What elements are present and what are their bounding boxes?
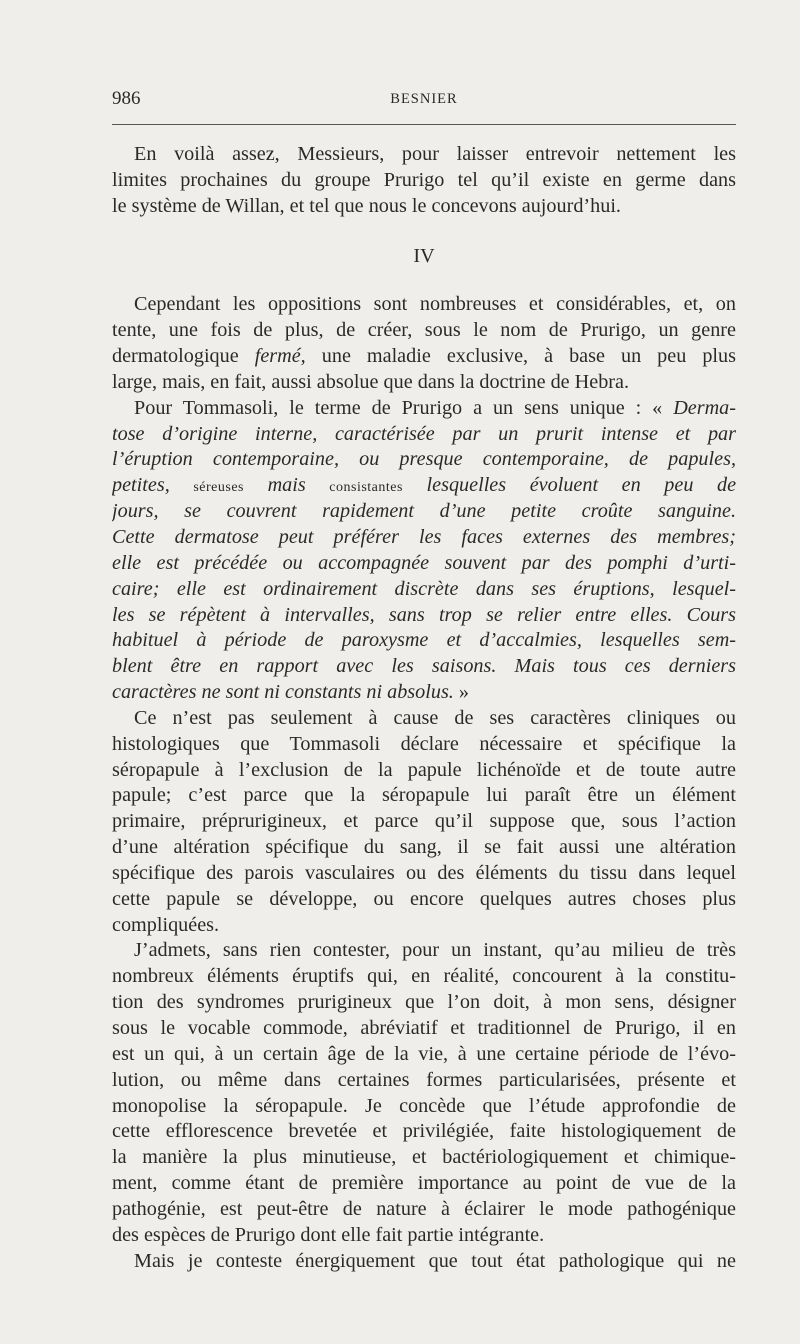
italic-run: blent être en rapport avec les saisons. Mais tous ces derniers bbox=[112, 655, 736, 678]
text-line: papule; c’est parce que la séropapule lui paraît être un élément bbox=[112, 784, 736, 807]
text-line: la manière la plus minutieuse, et bactériologiquement et chimique- bbox=[112, 1146, 736, 1169]
italic-run: les se répètent à intervalles, sans trop se relier entre elles. Cours bbox=[112, 603, 736, 626]
italic-run: lesquelles évoluent en peu de bbox=[426, 474, 736, 497]
italic-run: habituel à période de paroxysme et d’accalmies, lesquelles sem- bbox=[112, 629, 736, 652]
italic-run: petites, bbox=[112, 474, 170, 497]
italic-run: caire; elle est ordinairement discrète dans ses éruptions, lesquel- bbox=[112, 577, 736, 600]
section-heading: IV bbox=[413, 244, 435, 267]
text-line: cette papule se développe, ou encore quelques autres choses plus bbox=[112, 887, 736, 910]
text-line bbox=[112, 525, 736, 551]
text-line bbox=[112, 680, 736, 706]
text-line: d’une altération spécifique du sang, il se fait aussi une altération bbox=[112, 836, 736, 859]
text-line: tion des syndromes prurigineux que l’on doit, à mon sens, désigner bbox=[112, 991, 736, 1014]
text-line: le système de Willan, et tel que nous le concevons aujourd’hui. bbox=[112, 194, 621, 217]
text-line: cette efflorescence brevetée et privilégiée, faite histologiquement de bbox=[112, 1120, 736, 1143]
running-head: BESNIER bbox=[390, 91, 458, 107]
text-line bbox=[112, 473, 736, 499]
spacer bbox=[112, 220, 736, 244]
italic-run: tose d’origine interne, caractérisée par un prurit intense et par bbox=[112, 422, 736, 445]
small-caps-run: consistantes bbox=[329, 480, 403, 496]
text-line: monopolise la séropapule. Je concède que l’étude approfondie de bbox=[112, 1094, 736, 1117]
text-line: Cependant les oppositions sont nombreuses et considérables, et, on bbox=[134, 293, 736, 316]
text-line: limites prochaines du groupe Prurigo tel qu’il existe en germe dans bbox=[112, 168, 736, 191]
page-header bbox=[112, 88, 736, 114]
text-line bbox=[112, 654, 736, 680]
header-rule bbox=[112, 124, 736, 125]
text-line: est un qui, à un certain âge de la vie, à une certaine période de l’évo- bbox=[112, 1042, 736, 1065]
text-line bbox=[112, 499, 736, 525]
text-line: Mais je conteste énergiquement que tout état pathologique qui ne bbox=[134, 1249, 736, 1272]
text-line bbox=[112, 577, 736, 603]
text-line: En voilà assez, Messieurs, pour laisser entrevoir nettement les bbox=[134, 143, 736, 165]
italic-run: l’éruption contemporaine, ou presque contemporaine, de papules, bbox=[112, 448, 736, 471]
text-line: lution, ou même dans certaines formes particularisées, présente et bbox=[112, 1068, 736, 1091]
body-text bbox=[112, 142, 736, 1274]
italic-run: Derma- bbox=[673, 396, 736, 419]
text-run: Pour Tommasoli, le terme de Prurigo a un sens unique : « bbox=[134, 396, 663, 419]
text-line bbox=[112, 344, 736, 370]
italic-run: elle est précédée ou accompagnée souvent par des pomphi d’urti- bbox=[112, 551, 736, 574]
text-line bbox=[112, 422, 736, 448]
spacer bbox=[112, 269, 736, 292]
text-line: sous le vocable commode, abréviatif et traditionnel de Prurigo, il en bbox=[112, 1017, 736, 1039]
text-line bbox=[112, 603, 736, 629]
text-run: dermatologique bbox=[112, 345, 239, 368]
text-line: nombreux éléments éruptifs qui, en réalité, concourent à la constitu- bbox=[112, 965, 736, 988]
text-line bbox=[112, 628, 736, 654]
text-line: large, mais, en fait, aussi absolue que dans la doctrine de Hebra. bbox=[112, 370, 630, 393]
italic-run: Cette dermatose peut préférer les faces externes des membres; bbox=[112, 525, 736, 548]
text-line: histologiques que Tommasoli déclare nécessaire et spécifique la bbox=[112, 732, 736, 755]
text-run: » bbox=[458, 681, 469, 704]
page-number: 986 bbox=[112, 88, 141, 109]
text-line: séropapule à l’exclusion de la papule lichénoïde et de toute autre bbox=[112, 758, 736, 781]
text-line: J’admets, sans rien contester, pour un instant, qu’au milieu de très bbox=[134, 939, 736, 962]
italic-run: fermé, bbox=[254, 345, 306, 368]
italic-run: jours, se couvrent rapidement d’une petite croûte sanguine. bbox=[112, 500, 736, 523]
text-line: tente, une fois de plus, de créer, sous le nom de Prurigo, un genre bbox=[112, 319, 736, 342]
text-line: primaire, préprurigineux, et parce qu’il suppose que, sous l’action bbox=[112, 810, 736, 833]
italic-run: mais bbox=[267, 474, 306, 497]
text-line bbox=[112, 396, 736, 422]
italic-run: caractères ne sont ni constants ni absolus. bbox=[112, 681, 454, 704]
text-line: Ce n’est pas seulement à cause de ses caractères cliniques ou bbox=[134, 706, 736, 729]
text-line bbox=[112, 447, 736, 473]
text-line: compliquées. bbox=[112, 913, 220, 936]
text-line: ment, comme étant de première importance au point de vue de la bbox=[112, 1172, 736, 1195]
text-line: des espèces de Prurigo dont elle fait partie intégrante. bbox=[112, 1223, 545, 1246]
text-line bbox=[112, 551, 736, 577]
text-line: spécifique des parois vasculaires ou des éléments du tissu dans lequel bbox=[112, 861, 736, 884]
text-run: une maladie exclusive, à base un peu plus bbox=[321, 345, 736, 368]
small-caps-run: séreuses bbox=[193, 480, 244, 496]
text-line: pathogénie, est peut-être de nature à éclairer le mode pathogénique bbox=[112, 1197, 736, 1220]
